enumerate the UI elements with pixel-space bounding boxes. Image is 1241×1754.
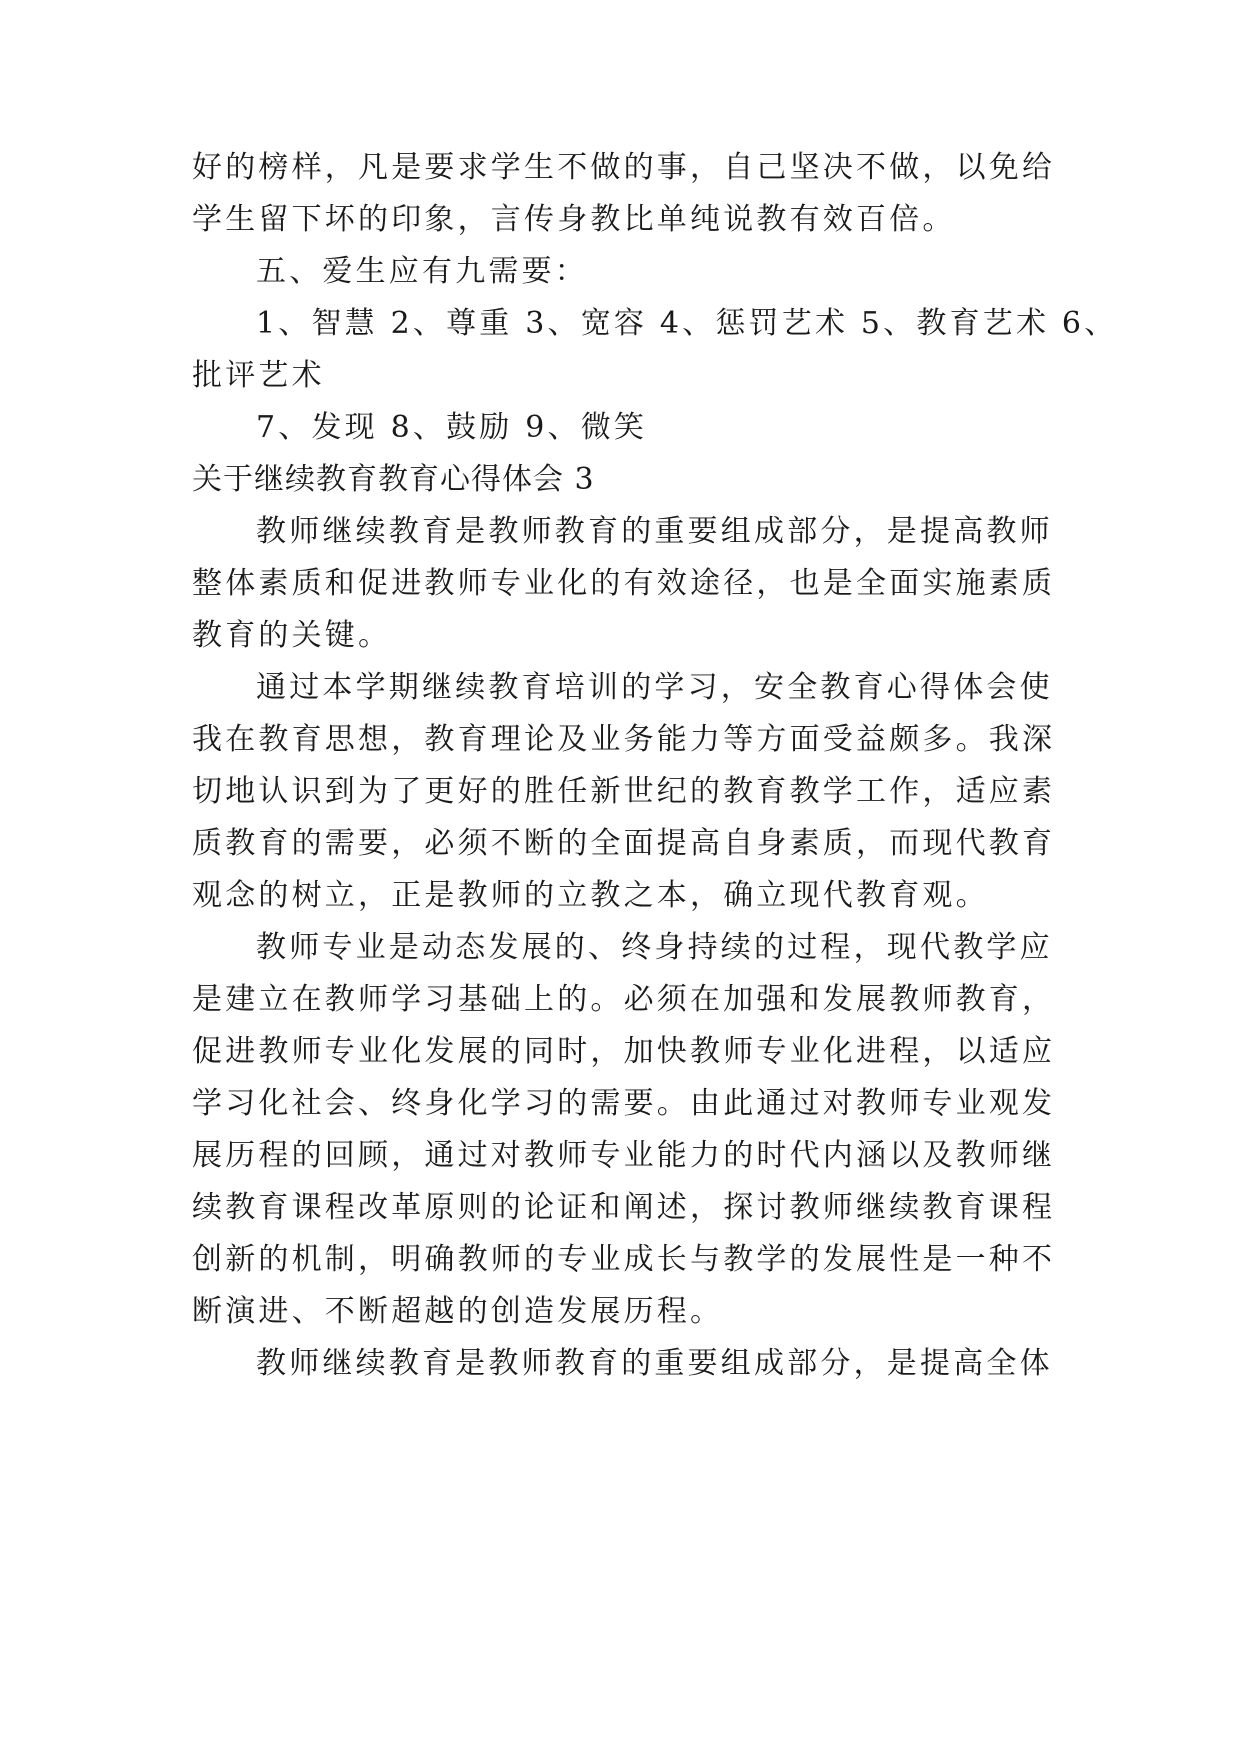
text-line: 教师继续教育是教师教育的重要组成部分，是提高教师 xyxy=(256,514,1053,549)
text-line: 教育的关键。 xyxy=(192,618,392,653)
article-title: 关于继续教育教育心得体会 3 xyxy=(192,462,595,497)
text-line: 我在教育思想，教育理论及业务能力等方面受益颇多。我深 xyxy=(192,722,1056,757)
section-heading: 五、爱生应有九需要： xyxy=(256,254,588,289)
text-line: 通过本学期继续教育培训的学习，安全教育心得体会使 xyxy=(256,670,1053,705)
text-line: 创新的机制，明确教师的专业成长与教学的发展性是一种不 xyxy=(192,1242,1056,1277)
text-line: 教师继续教育是教师教育的重要组成部分，是提高全体 xyxy=(256,1346,1053,1381)
text-line: 促进教师专业化发展的同时，加快教师专业化进程，以适应 xyxy=(192,1034,1056,1069)
list-item: 1、智慧 2、尊重 3、宽容 4、惩罚艺术 5、教育艺术 6、 xyxy=(256,306,1118,341)
text-line: 展历程的回顾，通过对教师专业能力的时代内涵以及教师继 xyxy=(192,1138,1056,1173)
text-line: 学习化社会、终身化学习的需要。由此通过对教师专业观发 xyxy=(192,1086,1056,1121)
text-line: 教师专业是动态发展的、终身持续的过程，现代教学应 xyxy=(256,930,1053,965)
text-line: 学生留下坏的印象，言传身教比单纯说教有效百倍。 xyxy=(192,202,956,237)
list-item: 7、发现 8、鼓励 9、微笑 xyxy=(256,410,648,445)
text-line: 是建立在教师学习基础上的。必须在加强和发展教师教育， xyxy=(192,982,1056,1017)
text-line: 切地认识到为了更好的胜任新世纪的教育教学工作，适应素 xyxy=(192,774,1056,809)
text-line: 整体素质和促进教师专业化的有效途径，也是全面实施素质 xyxy=(192,566,1056,601)
text-line: 观念的树立，正是教师的立教之本，确立现代教育观。 xyxy=(192,878,989,913)
text-line: 质教育的需要，必须不断的全面提高自身素质，而现代教育 xyxy=(192,826,1056,861)
text-line: 续教育课程改革原则的论证和阐述，探讨教师继续教育课程 xyxy=(192,1190,1056,1225)
text-line: 断演进、不断超越的创造发展历程。 xyxy=(192,1294,724,1329)
text-line: 好的榜样，凡是要求学生不做的事，自己坚决不做，以免给 xyxy=(192,150,1056,185)
list-item: 批评艺术 xyxy=(192,358,325,393)
